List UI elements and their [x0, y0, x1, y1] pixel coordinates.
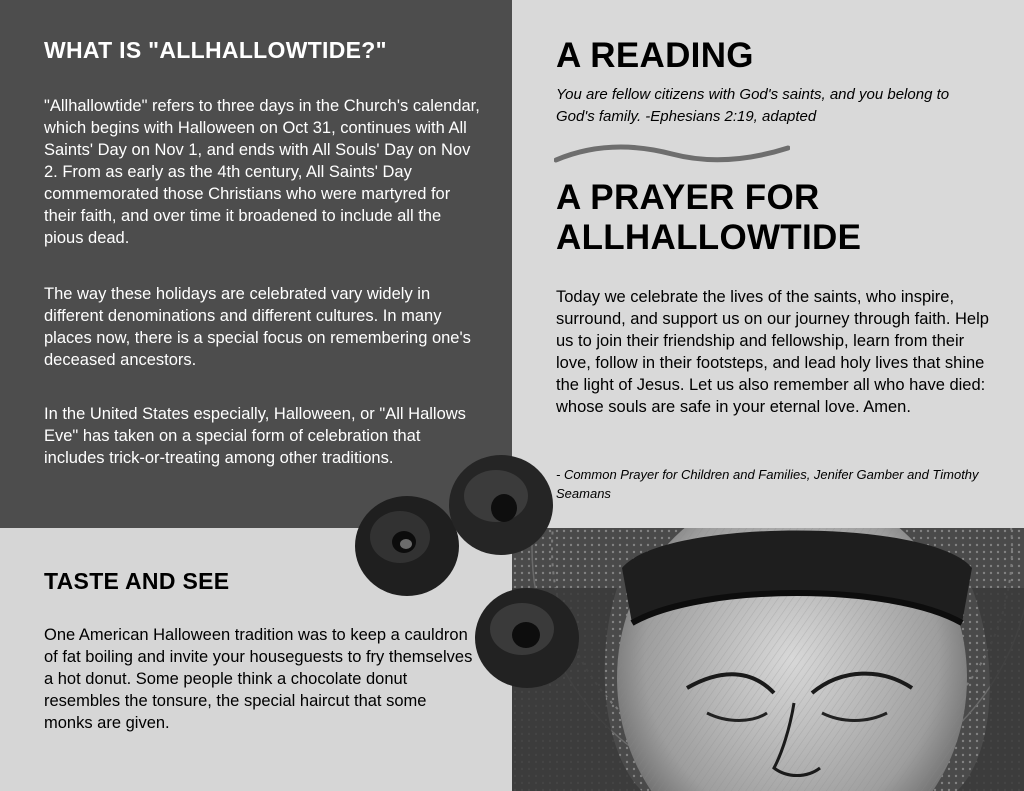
allhallowtide-paragraph-1: "Allhallowtide" refers to three days in the Church's calendar, which begins with Halloween on Oct 31, continues with All Saints' Day on Nov 1, and ends with All Souls' Day on Nov 2. From as early as the 4th century, All Saints' Day commemorated those Christians who were martyred for their faith, and over time it broadened to include all the pious dead. — [44, 97, 480, 247]
reading-prayer-panel — [512, 0, 1024, 528]
allhallowtide-panel — [0, 0, 512, 528]
monk-engraving-image — [512, 528, 1024, 791]
prayer-body: Today we celebrate the lives of the saints, who inspire, surround, and support us on our journey through faith. Help us to join their friendship and fellowship, learn from their love, follow in their footsteps, and lead holy lives that shine the light of Jesus. Let us also remember all who have died: whose souls are safe in your eternal love. Amen. — [556, 288, 989, 416]
allhallowtide-paragraph-3: In the United States especially, Halloween, or "All Hallows Eve" has taken on a special form of celebration that includes trick-or-treating among other traditions. — [44, 405, 466, 467]
swoosh-divider-icon — [554, 140, 790, 170]
taste-paragraph: One American Halloween tradition was to keep a cauldron of fat boiling and invite your houseguests to fry themselves a hot donut. Some people think a chocolate donut resembles the tonsure, the special haircut that some monks are given. — [44, 626, 473, 732]
prayer-citation: - Common Prayer for Children and Families, Jenifer Gamber and Timothy Seamans — [556, 467, 979, 501]
taste-heading: TASTE AND SEE — [44, 568, 230, 594]
allhallowtide-paragraph-2: The way these holidays are celebrated vary widely in different denominations and different cultures. In many places now, there is a special focus on remembering one's deceased ancestors. — [44, 285, 471, 369]
allhallowtide-heading: WHAT IS "ALLHALLOWTIDE?" — [44, 37, 387, 63]
donut-image-2 — [446, 452, 556, 558]
reading-heading: A READING — [556, 36, 754, 75]
monk-engraving-icon — [512, 528, 1024, 791]
donut-image-3 — [472, 585, 582, 691]
prayer-heading: A PRAYER FOR ALLHALLOWTIDE — [556, 178, 862, 257]
reading-verse: You are fellow citizens with God's saints, and you belong to God's family. -Ephesians 2:19, adapted — [556, 86, 950, 125]
